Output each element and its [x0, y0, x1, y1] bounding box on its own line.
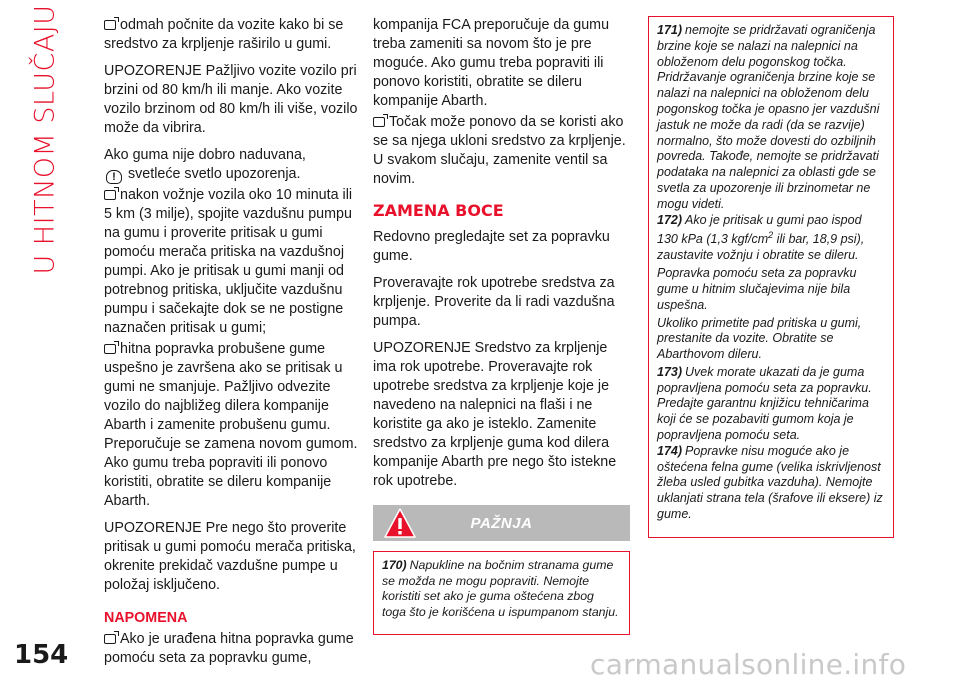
bullet-icon: [104, 344, 116, 354]
bullet-icon: [104, 20, 116, 30]
bullet-paragraph: Ako je urađena hitna popravka gume pomoću seta za popravku gume,: [104, 631, 354, 666]
warning-paragraph: UPOZORENJE Pažljivo vozite vozilo pri brzini od 80 km/h ili manje. Ako vozite vozilo brzinom od 80 km/h ili više, vozilo može da vibrira.: [104, 63, 358, 136]
page-number: 154: [14, 640, 69, 670]
bullet-icon: [104, 634, 116, 644]
warning-paragraph: UPOZORENJE Sredstvo za krpljenje ima rok upotrebe. Proveravajte rok upotrebe sredstva za krpljenje koje je navedeno na nalepnici na flaši i ne koristite ga ako je isteklo. Zamenite sredstvo za krpljenje guma kod dilera kompanije Abarth pre nego što istekne rok upotrebe.: [373, 340, 617, 489]
warning-triangle-icon: [383, 507, 417, 539]
bullet-paragraph: Točak može ponovo da se koristi ako se sa njega ukloni sredstvo za krpljenje. U svakom slučaju, zamenite ventil sa novim.: [373, 114, 626, 187]
note-heading: NAPOMENA: [104, 610, 188, 626]
paragraph: kompanija FCA preporučuje da gumu treba zameniti sa novom što je pre moguće. Ako gumu treba popraviti ili ponovo koristiti, obratite se dileru kompanije Abarth.: [373, 17, 610, 109]
tyre-pressure-warning-icon: !: [106, 170, 122, 184]
warning-paragraph: UPOZORENJE Pre nego što proverite pritisak u gumi pomoću merača pritiska, okrenite prekidač vazdušne pumpe u položaj isključeno.: [104, 520, 356, 593]
section-heading: ZAMENA BOCE: [373, 201, 504, 220]
bullet-paragraph: nakon vožnje vozila oko 10 minuta ili 5 km (3 milje), spojite vazdušnu pumpu na gumu i proverite pritisak u gumi pomoću merača pritiska na vazdušnoj pumpi. Ako je pritisak u gumi manji od potrebnog pritiska, uključite vazdušnu pumpu i sačekajte dok se ne postigne naznačen pritisak u gumi;: [104, 187, 353, 336]
column-right: [648, 16, 894, 538]
note-text: Napukline na bočnim stranama gume se možda ne mogu popraviti. Nemojte koristiti set ako je guma oštećena zbog toga što je korišćena u ispumpanom stanju.: [382, 558, 619, 619]
note-174: 174) Popravke nisu moguće ako je oštećena felna gume (velika iskrivljenost žleba usled gubitka vazduha). Nemojte uklanjati strana tela (šrafove ili eksere) iz gume.: [657, 443, 883, 522]
caution-title: PAŽNJA: [470, 514, 533, 532]
note-172: 172) Ako je pritisak u gumi pao ispod 130 kPa (1,3 kgf/$cm^2$ ili bar, 18,9 psi), zaustavite vožnju i obratite se dileru.: [657, 212, 865, 263]
bullet-paragraph: odmah počnite da vozite kako bi se sredstvo za krpljenje raširilo u gumi.: [104, 17, 344, 52]
notes-box: [648, 16, 894, 538]
bullet-icon: [373, 117, 385, 127]
note-number: 170): [382, 558, 407, 572]
caution-box: [373, 505, 630, 635]
paragraph: Proveravajte rok upotrebe sredstva za krpljenje. Proverite da li radi vazdušna pumpa.: [373, 275, 615, 329]
bullet-icon: [104, 190, 116, 200]
section-title-text: U HITNOM SLUČAJU: [29, 4, 61, 275]
note-173: 173) Uvek morate ukazati da je guma popravljena pomoću seta za popravku. Predajte garantnu knjižicu tehničarima koji će se pozabaviti gumom koja je popravljena pomoću seta.: [657, 364, 872, 443]
paragraph: Redovno pregledajte set za popravku gume.: [373, 229, 610, 264]
caution-header: [373, 505, 630, 541]
column-middle: [373, 16, 630, 635]
caution-note: [373, 551, 630, 635]
lamp-paragraph: Ako guma nije dobro naduvana, ! svetleće svetlo upozorenja.: [104, 147, 306, 183]
bullet-paragraph: hitna popravka probušene gume uspešno je završena ako se pritisak u gumi ne smanjuje. Pažljivo odvezite vozilo do najbližeg dilera kompanije Abarth i zamenite probušenu gumu. Preporučuje se zamena novom gumom. Ako gumu treba popraviti ili ponovo koristiti, obratite se dileru kompanije Abarth.: [104, 341, 358, 509]
note-172-c: Ukoliko primetite pad pritiska u gumi, prestanite da vozite. Obratite se Abarthovom dileru.: [657, 315, 862, 362]
note-172-b: Popravka pomoću seta za popravku gume u hitnim slučajevima nije bila uspešna.: [657, 266, 857, 312]
note-171: 171) nemojte se pridržavati ograničenja brzine koje se nalazi na nalepnici na obloženom delu pogonskog točka. Pridržavanje ograničenja brzine koje se nalazi na nalepnici na obloženom delu pogonskog točka je opasno jer vazdušni jastuk ne može da radi (da se razvije) normalno, što može dovesti do ozbiljnih povreda. Takođe, nemojte se pridržavati podataka na nalepnici za oblasti gde se svetla za upozorenje ili brzinometar ne mogu videti.: [657, 23, 880, 211]
column-left: [104, 16, 360, 676]
watermark: carmanualsonline.info: [590, 648, 907, 681]
section-title: [20, 4, 70, 275]
